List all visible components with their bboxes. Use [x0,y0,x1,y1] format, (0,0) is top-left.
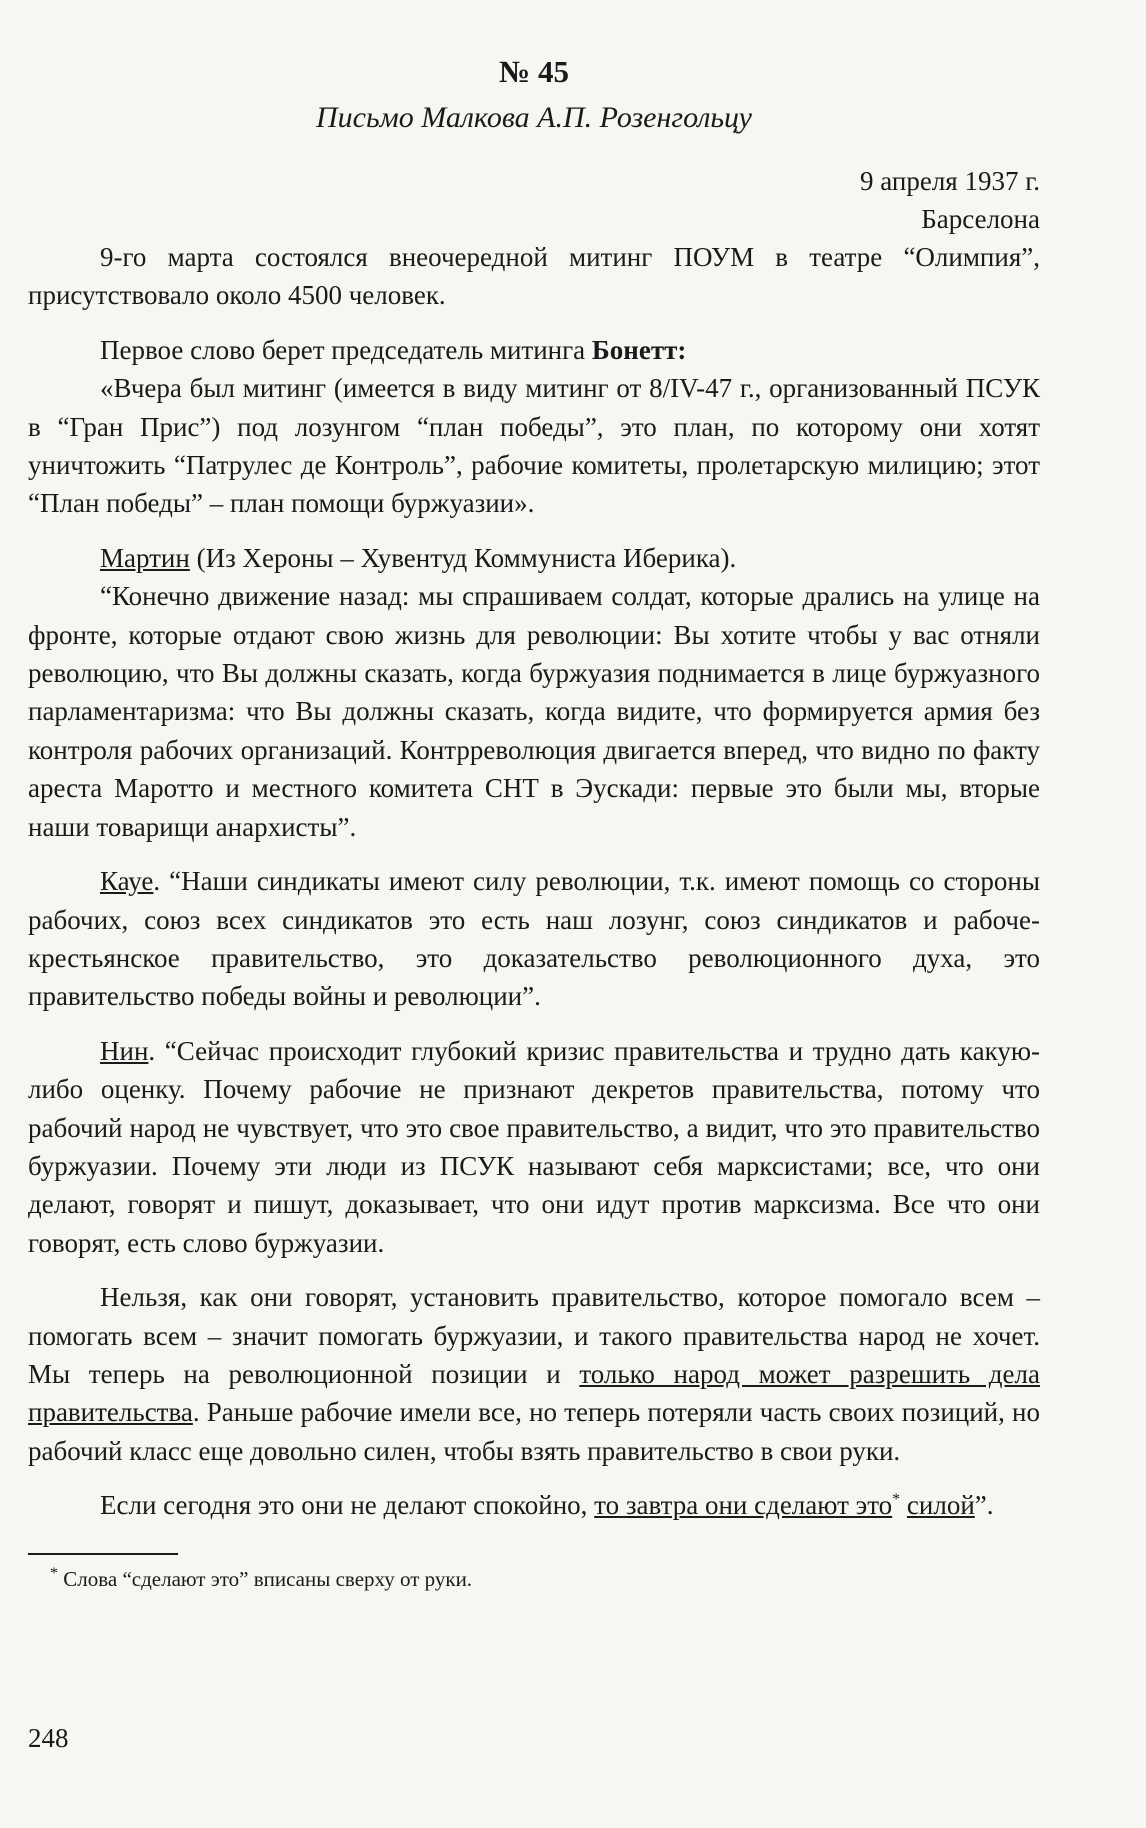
paragraph-text: Если сегодня это они не делают спокойно, [100,1490,595,1521]
spacer [900,1490,907,1520]
underlined-phrase: силой [906,1490,975,1521]
paragraph-text: . “Наши синдикаты имеют силу революции, т.к. имеют помощь со стороны рабочих, союз всех синдикатов это есть наш лозунг, союз синдикатов и рабоче-крестьянское правительство, это доказательство революционного духа, это правительство победы войны и революции”. [28,866,1040,1012]
paragraph-text: Нельзя, как они говорят, установить правительство, которое помогало всем – помогать всем – значит помогать буржуазии, и такого правительства народ не хочет. Мы теперь на революционной позиции и [28,1282,1040,1389]
footnote [28,1565,1040,1593]
paragraph-bonett-speech: «Вчера был митинг (имеется в виду митинг от 8/IV-47 г., организованный ПСУК в “Гран Прис”) под лозунгом “план победы”, это план, по которому они хотят уничтожить “Патрулес де Контроль”, рабочие комитеты, пролетарскую милицию; этот “План победы” – план помощи буржуазии». [28,373,1040,519]
paragraph-nin-conclusion [28,1486,1040,1524]
document-number: № 45 [499,54,569,89]
paragraph-text: ”. [974,1490,994,1521]
dateline-place: Барселона [921,204,1040,234]
footnote-mark: * [50,1564,58,1582]
paragraph-text: Первое слово берет председатель митинга [100,334,592,365]
paragraph-martin-speech: “Конечно движение назад: мы спрашиваем солдат, которые дрались на улице на фронте, которые отдают свою жизнь для революции: Вы хотите чтобы у вас отняли революцию, что Вы должны сказать, когда буржуазия поднимается в лице буржуазного парламентаризма: что Вы должны сказать, когда видите, что формируется армия без контроля рабочих организаций. Контрреволюция двигается вперед, что видно по факту ареста Маротто и местного комитета СНТ в Эускади: первые это были мы, вторые наши товарищи анархисты”. [28,581,1040,842]
paragraph-martin-intro [28,539,1040,577]
paragraph-text: (Из Хероны – Хувентуд Коммуниста Иберика). [189,542,737,573]
speaker-kaue: Кауе [100,866,154,897]
footnote-reference: * [892,1491,901,1509]
paragraph-nin-speech [28,1032,1040,1262]
paragraph-text: . “Сейчас происходит глубокий кризис правительства и трудно дать какую-либо оценку. Почему рабочие не признают декретов правительства, потому что рабочий народ не чувствует, что это свое правительство, а видит, что это правительство буржуазии. Почему эти люди из ПСУК называют себя марксистами; все, что они делают, говорят и пишут, доказывает, что они идут против марксизма. Все что они говорят, есть слово буржуазии. [28,1035,1040,1258]
speaker-bonett: Бонетт: [591,334,687,365]
speaker-martin: Мартин [100,542,190,573]
footnote-text: Слова “сделают это” вписаны сверху от руки. [58,1566,473,1591]
page-number: 248 [28,1723,69,1753]
paragraph-nin-government [28,1278,1040,1470]
underlined-phrase: только народ может разрешить дела правительства [28,1358,1040,1428]
underlined-phrase: то завтра они сделают это [594,1490,893,1521]
speaker-nin: Нин [100,1035,149,1066]
paragraph-kaue-speech [28,862,1040,1016]
paragraph-text: . Раньше рабочие имели все, но теперь потеряли часть своих позиций, но рабочий класс еще довольно силен, чтобы взять правительство в свои руки. [28,1397,1040,1466]
paragraph-bonett-intro [28,331,1040,369]
page-content [28,52,1040,1593]
paragraph-meeting-intro: 9-го марта состоялся внеочередной митинг ПОУМ в театре “Олимпия”, присутствовало около 4500 человек. [28,242,1040,311]
footnote-divider [28,1553,178,1555]
dateline-date: 9 апреля 1937 г. [860,166,1040,196]
document-title: Письмо Малкова А.П. Розенгольцу [316,101,752,134]
